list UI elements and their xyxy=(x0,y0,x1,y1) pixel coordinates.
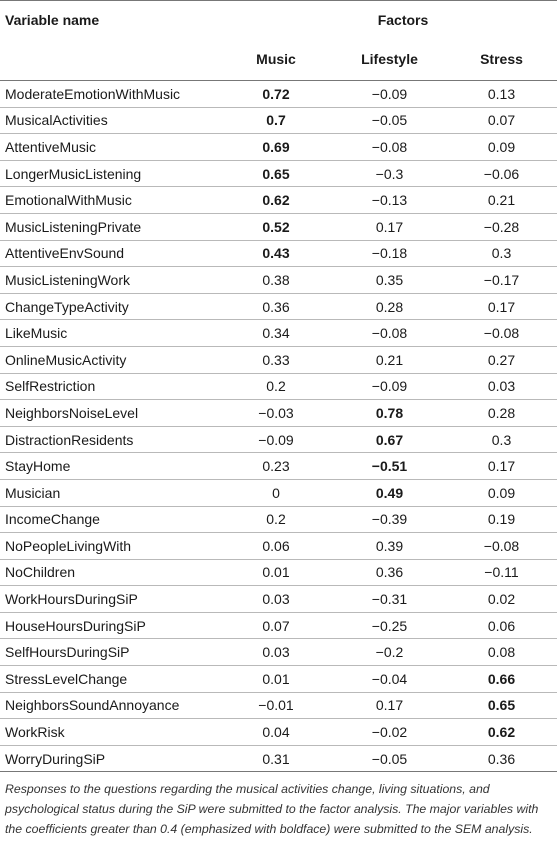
variable-name-cell: IncomeChange xyxy=(0,506,219,533)
loading-cell-lifestyle: −0.05 xyxy=(333,107,446,134)
loading-cell-music: 0.72 xyxy=(219,81,333,108)
loading-cell-stress: 0.3 xyxy=(446,426,557,453)
loading-cell-music: 0.23 xyxy=(219,453,333,480)
loading-cell-stress: −0.08 xyxy=(446,533,557,560)
loading-cell-stress: 0.28 xyxy=(446,400,557,427)
loading-cell-lifestyle: 0.39 xyxy=(333,533,446,560)
loading-cell-music: 0 xyxy=(219,479,333,506)
loading-cell-music: 0.03 xyxy=(219,586,333,613)
variable-name-cell: WorkHoursDuringSiP xyxy=(0,586,219,613)
loading-cell-stress: 0.17 xyxy=(446,293,557,320)
variable-name-cell: OnlineMusicActivity xyxy=(0,346,219,373)
loading-cell-stress: −0.08 xyxy=(446,320,557,347)
loading-cell-music: 0.7 xyxy=(219,107,333,134)
loading-cell-stress: −0.28 xyxy=(446,213,557,240)
variable-name-cell: MusicListeningWork xyxy=(0,267,219,294)
loading-cell-music: −0.09 xyxy=(219,426,333,453)
loading-cell-music: 0.01 xyxy=(219,666,333,693)
table-row xyxy=(0,346,557,373)
loading-cell-lifestyle: 0.49 xyxy=(333,479,446,506)
table-row xyxy=(0,506,557,533)
table-row xyxy=(0,453,557,480)
loading-cell-stress: 0.62 xyxy=(446,719,557,746)
loading-cell-stress: 0.3 xyxy=(446,240,557,267)
variable-name-cell: LikeMusic xyxy=(0,320,219,347)
loading-cell-lifestyle: 0.17 xyxy=(333,692,446,719)
table-row xyxy=(0,107,557,134)
loading-cell-lifestyle: −0.2 xyxy=(333,639,446,666)
loading-cell-stress: 0.21 xyxy=(446,187,557,214)
loading-cell-lifestyle: −0.31 xyxy=(333,586,446,613)
variable-name-header-spacer xyxy=(0,38,219,81)
loading-cell-stress: 0.06 xyxy=(446,612,557,639)
loading-cell-lifestyle: 0.36 xyxy=(333,559,446,586)
variable-name-cell: NeighborsNoiseLevel xyxy=(0,400,219,427)
variable-name-cell: LongerMusicListening xyxy=(0,160,219,187)
loading-cell-lifestyle: 0.35 xyxy=(333,267,446,294)
variable-name-cell: SelfRestriction xyxy=(0,373,219,400)
loading-cell-stress: 0.66 xyxy=(446,666,557,693)
variable-name-cell: SelfHoursDuringSiP xyxy=(0,639,219,666)
variable-name-cell: EmotionalWithMusic xyxy=(0,187,219,214)
table-row xyxy=(0,745,557,772)
loading-cell-stress: 0.03 xyxy=(446,373,557,400)
loading-cell-stress: 0.17 xyxy=(446,453,557,480)
variable-name-cell: ModerateEmotionWithMusic xyxy=(0,81,219,108)
loading-cell-lifestyle: −0.13 xyxy=(333,187,446,214)
variable-name-cell: WorryDuringSiP xyxy=(0,745,219,772)
loading-cell-music: 0.06 xyxy=(219,533,333,560)
loading-cell-lifestyle: 0.21 xyxy=(333,346,446,373)
variable-name-cell: MusicListeningPrivate xyxy=(0,213,219,240)
table-row xyxy=(0,81,557,108)
factors-header xyxy=(219,1,557,39)
loading-cell-lifestyle: −0.02 xyxy=(333,719,446,746)
header-row-columns xyxy=(0,38,557,81)
table-row xyxy=(0,373,557,400)
variable-name-cell: NoChildren xyxy=(0,559,219,586)
table-row xyxy=(0,213,557,240)
loading-cell-lifestyle: 0.17 xyxy=(333,213,446,240)
table-row xyxy=(0,559,557,586)
loading-cell-music: 0.52 xyxy=(219,213,333,240)
table-row xyxy=(0,400,557,427)
table-row xyxy=(0,639,557,666)
loading-cell-music: −0.01 xyxy=(219,692,333,719)
loading-cell-lifestyle: −0.08 xyxy=(333,134,446,161)
loading-cell-lifestyle: −0.25 xyxy=(333,612,446,639)
table-row xyxy=(0,586,557,613)
variable-name-cell: StressLevelChange xyxy=(0,666,219,693)
loading-cell-lifestyle: 0.78 xyxy=(333,400,446,427)
loading-cell-music: 0.03 xyxy=(219,639,333,666)
table-row xyxy=(0,666,557,693)
loading-cell-music: 0.33 xyxy=(219,346,333,373)
loading-cell-music: 0.31 xyxy=(219,745,333,772)
table-row xyxy=(0,612,557,639)
loading-cell-stress: −0.11 xyxy=(446,559,557,586)
loading-cell-stress: 0.65 xyxy=(446,692,557,719)
loading-cell-music: 0.34 xyxy=(219,320,333,347)
variable-name-cell: StayHome xyxy=(0,453,219,480)
loading-cell-lifestyle: −0.09 xyxy=(333,81,446,108)
column-header-lifestyle: Lifestyle xyxy=(333,38,446,81)
loading-cell-stress: −0.17 xyxy=(446,267,557,294)
loading-cell-music: 0.2 xyxy=(219,373,333,400)
variable-name-cell: DistractionResidents xyxy=(0,426,219,453)
loading-cell-stress: 0.07 xyxy=(446,107,557,134)
table-row xyxy=(0,320,557,347)
column-header-music: Music xyxy=(219,38,333,81)
loading-cell-lifestyle: −0.39 xyxy=(333,506,446,533)
table-row xyxy=(0,479,557,506)
table-row xyxy=(0,426,557,453)
variable-name-cell: ChangeTypeActivity xyxy=(0,293,219,320)
loading-cell-music: 0.2 xyxy=(219,506,333,533)
variable-name-cell: WorkRisk xyxy=(0,719,219,746)
table-row xyxy=(0,160,557,187)
table-row xyxy=(0,187,557,214)
loading-cell-stress: 0.13 xyxy=(446,81,557,108)
loading-cell-stress: 0.09 xyxy=(446,479,557,506)
loading-cell-music: 0.38 xyxy=(219,267,333,294)
loading-cell-lifestyle: 0.67 xyxy=(333,426,446,453)
loading-cell-lifestyle: −0.09 xyxy=(333,373,446,400)
table-row xyxy=(0,293,557,320)
table-row xyxy=(0,533,557,560)
loading-cell-stress: 0.08 xyxy=(446,639,557,666)
loading-cell-lifestyle: −0.18 xyxy=(333,240,446,267)
column-header-stress: Stress xyxy=(446,38,557,81)
loading-cell-music: 0.04 xyxy=(219,719,333,746)
loading-cell-lifestyle: −0.05 xyxy=(333,745,446,772)
loading-cell-stress: 0.02 xyxy=(446,586,557,613)
factors-header-label: Factors xyxy=(377,11,429,28)
variable-name-cell: AttentiveMusic xyxy=(0,134,219,161)
table-row xyxy=(0,134,557,161)
loading-cell-stress: −0.06 xyxy=(446,160,557,187)
loading-cell-lifestyle: −0.08 xyxy=(333,320,446,347)
table-body xyxy=(0,81,557,772)
loading-cell-music: 0.07 xyxy=(219,612,333,639)
variable-name-header: Variable name xyxy=(5,11,100,28)
loading-cell-lifestyle: −0.3 xyxy=(333,160,446,187)
table-footnote: Responses to the questions regarding the musical activities change, living situations, and psychological status during the SiP were submitted to the factor analysis. The major variables with the coefficients greater than 0.4 (emphasized with boldface) were submitted to the SEM analysis. xyxy=(5,782,539,837)
loading-cell-music: 0.01 xyxy=(219,559,333,586)
header-row-top xyxy=(0,1,557,39)
variable-name-cell: AttentiveEnvSound xyxy=(0,240,219,267)
table-row xyxy=(0,719,557,746)
loading-cell-lifestyle: −0.51 xyxy=(333,453,446,480)
variable-name-cell: NoPeopleLivingWith xyxy=(0,533,219,560)
loading-cell-lifestyle: −0.04 xyxy=(333,666,446,693)
loading-cell-music: 0.43 xyxy=(219,240,333,267)
variable-name-cell: NeighborsSoundAnnoyance xyxy=(0,692,219,719)
variable-name-cell: MusicalActivities xyxy=(0,107,219,134)
loading-cell-music: 0.36 xyxy=(219,293,333,320)
loading-cell-stress: 0.19 xyxy=(446,506,557,533)
loading-cell-music: 0.62 xyxy=(219,187,333,214)
table-row xyxy=(0,240,557,267)
loading-cell-music: 0.65 xyxy=(219,160,333,187)
variable-name-cell: Musician xyxy=(0,479,219,506)
loading-cell-music: 0.69 xyxy=(219,134,333,161)
variable-name-cell: HouseHoursDuringSiP xyxy=(0,612,219,639)
table-row xyxy=(0,692,557,719)
loading-cell-stress: 0.09 xyxy=(446,134,557,161)
loading-cell-music: −0.03 xyxy=(219,400,333,427)
table-row xyxy=(0,267,557,294)
loading-cell-stress: 0.27 xyxy=(446,346,557,373)
loading-cell-stress: 0.36 xyxy=(446,745,557,772)
loading-cell-lifestyle: 0.28 xyxy=(333,293,446,320)
